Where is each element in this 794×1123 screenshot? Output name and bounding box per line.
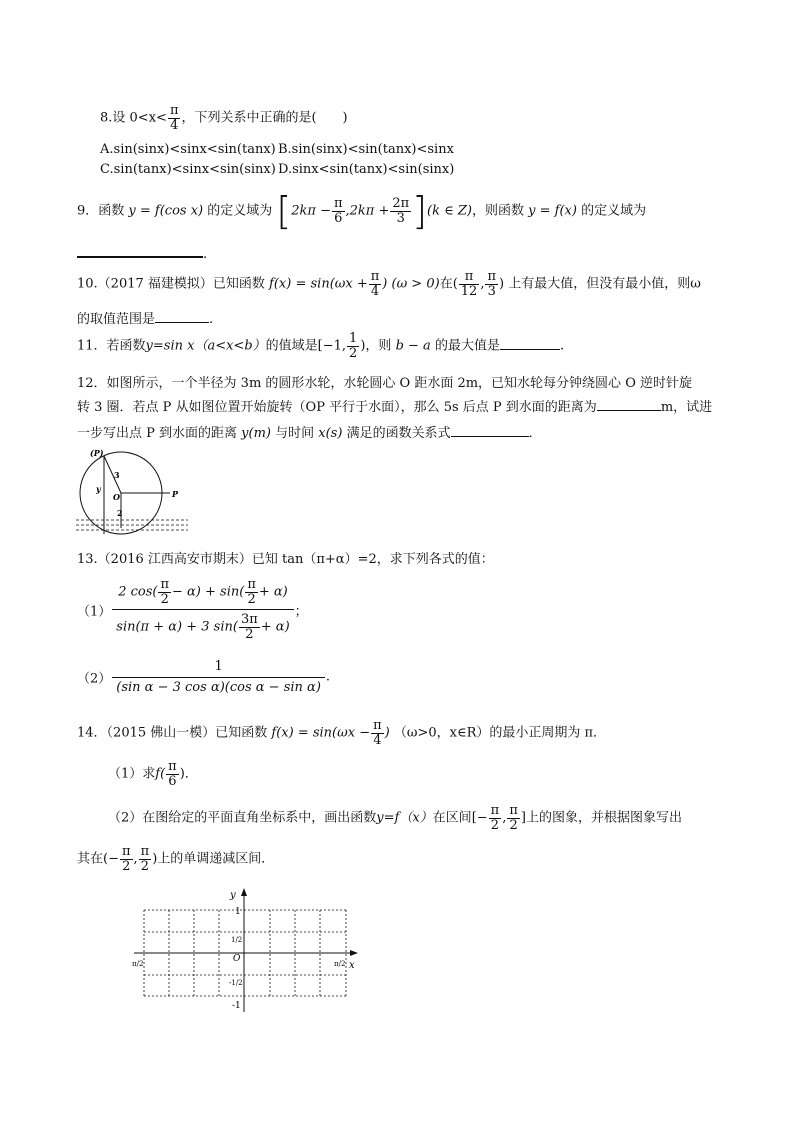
q12-line2a: 转 3 圈．若点 P 从如图位置开始旋转（OP 平行于水面），那么 5s 后点 P 到水面的距离为 <box>77 400 597 415</box>
q10-comma: , <box>480 276 485 292</box>
q12-end: ． <box>528 426 542 441</box>
q13-p1-fraction <box>112 578 293 642</box>
q9-f1-num: π <box>333 195 343 211</box>
q13-p1-numerator <box>112 578 293 610</box>
q9-fy: y = f(x) <box>528 203 577 219</box>
q13-nf1-den: 2 <box>160 591 169 607</box>
q10-f: f(x) = sin(ωx + <box>269 276 368 292</box>
q14-comma2: , <box>133 851 138 867</box>
q13-p1-denominator <box>112 610 293 641</box>
q9-answer-line <box>77 244 207 262</box>
q9-f2-den: 3 <box>396 210 405 226</box>
q14-cond: （ω>0，x∈R）的最小正周期为 π． <box>393 725 607 741</box>
q11-end: . <box>559 338 565 354</box>
q12-line2b: m，试进 <box>660 400 713 415</box>
q9-pre: 9．函数 <box>77 203 125 219</box>
fig-label-two: 2 <box>117 508 123 518</box>
fig-label-o: O <box>113 492 120 502</box>
q13-p2-num: 1 <box>112 660 325 678</box>
q11-cond: （a<x<b） <box>194 338 266 354</box>
q14-frac-den: 4 <box>373 732 382 748</box>
q14-s2-f1-num: π <box>490 803 500 818</box>
q12-line3a: 一步写出点 P 到水面的距离 <box>77 426 238 441</box>
q9-mid: 的定义域为 <box>207 203 273 219</box>
q10-pi3-num: π <box>487 269 496 284</box>
q9-f2-num: 2π <box>392 195 410 211</box>
q14-stem <box>77 719 606 747</box>
q13-dot: . <box>325 669 331 685</box>
q10-pi3-den: 3 <box>487 283 496 299</box>
q14-frac-num: π <box>373 718 382 733</box>
grid-label-right-pi: π/2 <box>334 960 346 968</box>
q9-f1-den: 6 <box>334 210 343 226</box>
q12-line3c: 满足的函数关系式 <box>346 426 451 441</box>
q14-s2c: 上的图象，并根据图象写出 <box>525 810 682 826</box>
q9-end: . <box>203 247 208 262</box>
q8-text-tail: ，下列关系中正确的是( ) <box>181 110 348 126</box>
q9-kz: (k ∈ Z) <box>427 203 472 219</box>
q11-post: ，则 <box>365 338 392 354</box>
q9-rbracket: ] <box>412 189 428 233</box>
q10-in: 在( <box>439 276 458 292</box>
grid-label-y: y <box>230 890 236 901</box>
q12-blank2 <box>451 424 529 437</box>
q14-s2a: （2）在图给定的平面直角坐标系中，画出函数 <box>108 810 377 826</box>
q11-mid: 的值域是 <box>265 338 318 354</box>
q13-d1: sin(π + α) + 3 sin( <box>116 619 238 635</box>
q14-rb: ] <box>520 810 526 826</box>
q8-option-c: C.sin(tanx)<sinx<sin(sinx) <box>100 162 276 177</box>
q10-stem <box>77 270 701 298</box>
q14-s3-f1-num: π <box>121 844 131 859</box>
q10-pi4-den: 4 <box>370 283 380 299</box>
q13-n1: 2 cos( <box>118 584 158 600</box>
q13-p1-label: （1） <box>77 604 112 620</box>
q14-s2-frac2 <box>507 804 520 832</box>
grid-label-x: x <box>349 960 355 971</box>
q10-rp: ) <box>499 276 505 292</box>
q8-text: 8.设 0<x< <box>100 110 167 126</box>
q11-pre: 11．若函数 <box>77 338 146 354</box>
water-wheel-figure <box>76 448 188 538</box>
q8-option-d: D.sinx<sin(tanx)<sin(sinx) <box>278 162 455 177</box>
y-axis-arrow <box>241 888 247 896</box>
q10-answer-blank <box>155 310 209 323</box>
q10-frac-pi12 <box>459 270 480 298</box>
q9-post: ，则函数 <box>471 203 524 219</box>
q11-ba: b − a <box>395 338 431 354</box>
q14-s1-den: 6 <box>168 773 177 789</box>
q12-line2 <box>77 396 712 415</box>
q13-nf2-den: 2 <box>247 591 256 607</box>
q11-range-b: ) <box>360 338 366 354</box>
q13-nf2-num: π <box>247 577 256 592</box>
q9-int-a: 2kπ − <box>291 203 331 219</box>
q14-sub1 <box>108 760 198 788</box>
q8-option-b: B.sin(sinx)<sin(tanx)<sinx <box>278 142 454 157</box>
q10-pi12-den: 12 <box>460 283 478 299</box>
grid-label-neghalf: -1/2 <box>229 979 243 987</box>
q14-negp: (− <box>103 851 119 867</box>
q14-s1f: f( <box>155 766 166 782</box>
q14-rp: ) <box>152 851 158 867</box>
q13-nf1-num: π <box>160 577 169 592</box>
q9-frac1 <box>332 197 345 225</box>
q14-s2-f1-den: 2 <box>490 817 500 833</box>
fig-label-p: P <box>172 489 179 499</box>
q13-df-num: 3π <box>240 612 258 628</box>
q10-line2 <box>77 308 213 327</box>
q11-tail: 的最大值是 <box>434 338 500 354</box>
q14-s3-frac2 <box>139 845 152 873</box>
q10-post: 上有最大值，但没有最小值，则ω <box>508 276 701 292</box>
q10-line2-text: 的取值范围是 <box>77 312 156 327</box>
q10-cond: (ω > 0) <box>391 276 440 292</box>
q11-frac-den: 2 <box>349 345 358 361</box>
q14-s3-f2-den: 2 <box>140 858 150 874</box>
q12-line1: 12．如图所示，一个半径为 3m 的圆形水轮，水轮圆心 O 距水面 2m，已知水轮每分钟绕圆心 O 逆时针旋 <box>77 376 692 391</box>
q11-frac <box>347 332 359 360</box>
q14-s2f: y=f（x） <box>376 810 433 826</box>
grid-label-left-pi: π/2 <box>132 960 144 968</box>
q12-blank1 <box>597 398 661 411</box>
q13-semi: ； <box>294 604 308 620</box>
q9-lbracket: [ <box>276 189 292 233</box>
q13-n3: + α) <box>258 584 288 600</box>
fig-label-p-top: (P) <box>90 448 104 458</box>
q10-close: ) <box>382 276 388 292</box>
q14-close: ) <box>384 725 390 741</box>
q9-answer-blank <box>77 244 203 258</box>
q13-p2-fraction <box>112 660 325 694</box>
q14-s1-frac <box>166 760 179 788</box>
q13-p2-den <box>112 678 325 695</box>
q14-s3b: 上的单调递减区间． <box>157 851 275 867</box>
q14-s2b: 在区间 <box>432 810 472 826</box>
q10-pi12-num: π <box>459 270 480 285</box>
q13-part1 <box>77 578 308 642</box>
q8-option-a: A.sin(sinx)<sinx<sin(tanx) <box>100 142 276 157</box>
q14-neg: [− <box>471 810 488 826</box>
q11-range-a: [−1, <box>317 338 347 354</box>
fig-label-y: y <box>96 484 101 494</box>
q14-pre: 14．（2015 佛山一模）已知函数 <box>77 725 268 741</box>
q13-n-frac1 <box>158 578 171 606</box>
q10-pi4-num: π <box>370 269 380 284</box>
q13-p2-label: （2） <box>77 671 112 687</box>
q9-tail: 的定义域为 <box>581 203 647 219</box>
q8-fraction <box>168 104 181 132</box>
q10-frac-pi3 <box>485 270 498 298</box>
q9-frac2 <box>390 197 411 225</box>
q14-f: f(x) = sin(ωx − <box>271 725 371 741</box>
grid-label-negone: -1 <box>232 1001 241 1011</box>
q8-frac-num: π <box>169 103 179 118</box>
q13-d-frac <box>239 613 260 641</box>
q14-s3-f1-den: 2 <box>122 858 131 874</box>
q12-line3 <box>77 422 542 441</box>
q14-s3a: 其在 <box>77 851 104 867</box>
q14-s2-f2-num: π <box>509 803 518 818</box>
q13-n-frac2 <box>245 578 258 606</box>
grid-label-one: 1 <box>235 907 241 917</box>
q14-comma1: , <box>502 810 507 826</box>
q14-frac <box>371 719 384 747</box>
q11-stem <box>77 332 564 360</box>
grid-label-origin: O <box>233 954 241 964</box>
x-axis-arrow <box>350 950 358 956</box>
q12-line3b: 与时间 <box>275 426 315 441</box>
q14-sub2 <box>108 804 682 832</box>
q13-part2 <box>77 660 330 694</box>
q14-s3-f2-num: π <box>140 844 150 859</box>
coordinate-grid <box>130 886 360 1018</box>
q11-answer-blank <box>500 337 560 350</box>
q10-end: . <box>209 312 214 327</box>
q14-sub3 <box>77 845 274 873</box>
q13-den2: (sin α − 3 cos α)(cos α − sin α) <box>116 679 321 695</box>
q11-func: y=sin x <box>145 338 195 354</box>
q13-df-den: 2 <box>245 626 254 642</box>
q13-n2: − α) + sin( <box>172 584 245 600</box>
q14-s3-frac1 <box>120 845 133 873</box>
q14-s1b: )． <box>179 766 198 782</box>
q14-s2-f2-den: 2 <box>509 817 518 833</box>
q14-s2-frac1 <box>489 804 502 832</box>
q11-frac-num: 1 <box>349 331 358 346</box>
q13-d2: + α) <box>260 619 290 635</box>
grid-label-half: 1/2 <box>231 936 243 944</box>
q13-stem: 13.（2016 江西高安市期末）已知 tan（π+α）=2，求下列各式的值： <box>77 552 494 567</box>
q9-fx: y = f(cos x) <box>128 203 204 219</box>
q9-stem <box>77 189 647 233</box>
q9-int-b: ,2kπ + <box>345 203 390 219</box>
q10-frac-pi4 <box>369 270 382 298</box>
q8-frac-den: 4 <box>170 117 179 133</box>
q12-xs: x(s) <box>318 426 343 441</box>
q14-s1-num: π <box>168 759 177 774</box>
q8-stem <box>100 104 348 132</box>
fig-label-three: 3 <box>114 470 120 480</box>
q14-s1a: （1）求 <box>108 766 156 782</box>
q10-pre: 10.（2017 福建模拟）已知函数 <box>77 276 265 292</box>
q12-ym: y(m) <box>241 426 271 441</box>
